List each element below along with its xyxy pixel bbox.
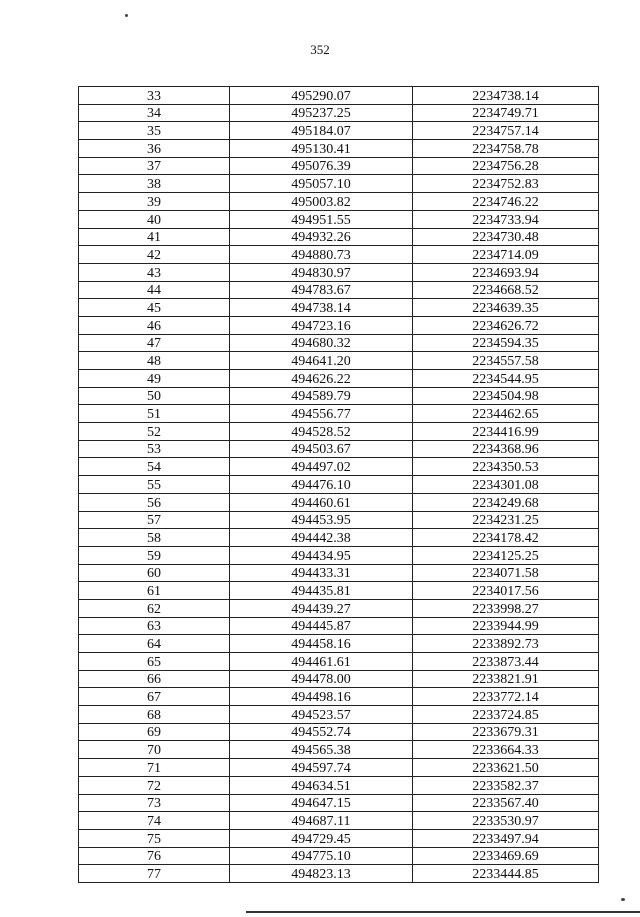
x-coordinate-cell: 494880.73 [230, 246, 413, 264]
point-number-cell: 62 [79, 599, 230, 617]
y-coordinate-cell: 2234557.58 [413, 352, 599, 370]
point-number-cell: 49 [79, 370, 230, 388]
table-row [79, 670, 599, 688]
table-row [79, 228, 599, 246]
table-row [79, 546, 599, 564]
table-row [79, 723, 599, 741]
y-coordinate-cell: 2233621.50 [413, 759, 599, 777]
point-number-cell: 43 [79, 263, 230, 281]
table-row [79, 210, 599, 228]
y-coordinate-cell: 2233892.73 [413, 635, 599, 653]
x-coordinate-cell: 495003.82 [230, 193, 413, 211]
x-coordinate-cell: 494823.13 [230, 865, 413, 883]
x-coordinate-cell: 494434.95 [230, 546, 413, 564]
y-coordinate-cell: 2233821.91 [413, 670, 599, 688]
table-row [79, 829, 599, 847]
x-coordinate-cell: 494498.16 [230, 688, 413, 706]
point-number-cell: 59 [79, 546, 230, 564]
y-coordinate-cell: 2233582.37 [413, 776, 599, 794]
y-coordinate-cell: 2233444.85 [413, 865, 599, 883]
point-number-cell: 67 [79, 688, 230, 706]
table-row [79, 440, 599, 458]
point-number-cell: 77 [79, 865, 230, 883]
x-coordinate-cell: 494458.16 [230, 635, 413, 653]
y-coordinate-cell: 2234746.22 [413, 193, 599, 211]
table-row [79, 653, 599, 671]
y-coordinate-cell: 2234714.09 [413, 246, 599, 264]
x-coordinate-cell: 494439.27 [230, 599, 413, 617]
table-row [79, 865, 599, 883]
x-coordinate-cell: 494445.87 [230, 617, 413, 635]
x-coordinate-cell: 494552.74 [230, 723, 413, 741]
y-coordinate-cell: 2234733.94 [413, 210, 599, 228]
y-coordinate-cell: 2234462.65 [413, 405, 599, 423]
table-row [79, 529, 599, 547]
point-number-cell: 64 [79, 635, 230, 653]
table-row [79, 847, 599, 865]
table-row [79, 193, 599, 211]
point-number-cell: 50 [79, 387, 230, 405]
table-row [79, 493, 599, 511]
y-coordinate-cell: 2234594.35 [413, 334, 599, 352]
point-number-cell: 46 [79, 316, 230, 334]
table-row [79, 299, 599, 317]
y-coordinate-cell: 2234249.68 [413, 493, 599, 511]
table-row [79, 87, 599, 105]
x-coordinate-cell: 494435.81 [230, 582, 413, 600]
table-row [79, 316, 599, 334]
point-number-cell: 48 [79, 352, 230, 370]
point-number-cell: 33 [79, 87, 230, 105]
table-row [79, 599, 599, 617]
x-coordinate-cell: 495184.07 [230, 122, 413, 140]
x-coordinate-cell: 495130.41 [230, 140, 413, 158]
point-number-cell: 44 [79, 281, 230, 299]
x-coordinate-cell: 494597.74 [230, 759, 413, 777]
table-row [79, 263, 599, 281]
table-row [79, 334, 599, 352]
point-number-cell: 42 [79, 246, 230, 264]
y-coordinate-cell: 2234368.96 [413, 440, 599, 458]
point-number-cell: 75 [79, 829, 230, 847]
point-number-cell: 71 [79, 759, 230, 777]
table-row [79, 776, 599, 794]
x-coordinate-cell: 494647.15 [230, 794, 413, 812]
point-number-cell: 60 [79, 564, 230, 582]
table-row [79, 794, 599, 812]
x-coordinate-cell: 494565.38 [230, 741, 413, 759]
y-coordinate-cell: 2234626.72 [413, 316, 599, 334]
scan-speck [621, 898, 625, 901]
point-number-cell: 39 [79, 193, 230, 211]
y-coordinate-cell: 2233873.44 [413, 653, 599, 671]
y-coordinate-cell: 2234544.95 [413, 370, 599, 388]
x-coordinate-cell: 494460.61 [230, 493, 413, 511]
point-number-cell: 41 [79, 228, 230, 246]
x-coordinate-cell: 494497.02 [230, 458, 413, 476]
x-coordinate-cell: 495076.39 [230, 157, 413, 175]
table-row [79, 387, 599, 405]
x-coordinate-cell: 495237.25 [230, 104, 413, 122]
y-coordinate-cell: 2233664.33 [413, 741, 599, 759]
x-coordinate-cell: 495057.10 [230, 175, 413, 193]
table-row [79, 246, 599, 264]
point-number-cell: 68 [79, 706, 230, 724]
point-number-cell: 57 [79, 511, 230, 529]
point-number-cell: 73 [79, 794, 230, 812]
table-row [79, 458, 599, 476]
point-number-cell: 58 [79, 529, 230, 547]
x-coordinate-cell: 494830.97 [230, 263, 413, 281]
y-coordinate-cell: 2234071.58 [413, 564, 599, 582]
y-coordinate-cell: 2233998.27 [413, 599, 599, 617]
x-coordinate-cell: 494641.20 [230, 352, 413, 370]
table-row [79, 582, 599, 600]
point-number-cell: 34 [79, 104, 230, 122]
point-number-cell: 66 [79, 670, 230, 688]
x-coordinate-cell: 494453.95 [230, 511, 413, 529]
point-number-cell: 51 [79, 405, 230, 423]
y-coordinate-cell: 2234757.14 [413, 122, 599, 140]
y-coordinate-cell: 2234639.35 [413, 299, 599, 317]
point-number-cell: 35 [79, 122, 230, 140]
x-coordinate-cell: 495290.07 [230, 87, 413, 105]
x-coordinate-cell: 494775.10 [230, 847, 413, 865]
x-coordinate-cell: 494556.77 [230, 405, 413, 423]
y-coordinate-cell: 2234301.08 [413, 476, 599, 494]
y-coordinate-cell: 2234756.28 [413, 157, 599, 175]
coordinate-table-body [79, 87, 599, 883]
x-coordinate-cell: 494680.32 [230, 334, 413, 352]
x-coordinate-cell: 494626.22 [230, 370, 413, 388]
y-coordinate-cell: 2233679.31 [413, 723, 599, 741]
x-coordinate-cell: 494783.67 [230, 281, 413, 299]
point-number-cell: 47 [79, 334, 230, 352]
scan-speck [125, 14, 128, 17]
y-coordinate-cell: 2234730.48 [413, 228, 599, 246]
y-coordinate-cell: 2233567.40 [413, 794, 599, 812]
point-number-cell: 52 [79, 423, 230, 441]
y-coordinate-cell: 2233530.97 [413, 812, 599, 830]
point-number-cell: 40 [79, 210, 230, 228]
point-number-cell: 36 [79, 140, 230, 158]
y-coordinate-cell: 2234350.53 [413, 458, 599, 476]
x-coordinate-cell: 494738.14 [230, 299, 413, 317]
table-row [79, 511, 599, 529]
x-coordinate-cell: 494932.26 [230, 228, 413, 246]
table-row [79, 405, 599, 423]
point-number-cell: 72 [79, 776, 230, 794]
y-coordinate-cell: 2234749.71 [413, 104, 599, 122]
table-row [79, 157, 599, 175]
table-row [79, 688, 599, 706]
point-number-cell: 65 [79, 653, 230, 671]
point-number-cell: 38 [79, 175, 230, 193]
table-row [79, 564, 599, 582]
table-row [79, 104, 599, 122]
table-row [79, 759, 599, 777]
x-coordinate-cell: 494951.55 [230, 210, 413, 228]
table-row [79, 617, 599, 635]
table-row [79, 352, 599, 370]
point-number-cell: 70 [79, 741, 230, 759]
y-coordinate-cell: 2233772.14 [413, 688, 599, 706]
x-coordinate-cell: 494723.16 [230, 316, 413, 334]
table-row [79, 140, 599, 158]
table-row [79, 706, 599, 724]
point-number-cell: 69 [79, 723, 230, 741]
point-number-cell: 74 [79, 812, 230, 830]
table-row [79, 476, 599, 494]
x-coordinate-cell: 494461.61 [230, 653, 413, 671]
x-coordinate-cell: 494503.67 [230, 440, 413, 458]
point-number-cell: 76 [79, 847, 230, 865]
y-coordinate-cell: 2234125.25 [413, 546, 599, 564]
y-coordinate-cell: 2233944.99 [413, 617, 599, 635]
y-coordinate-cell: 2234738.14 [413, 87, 599, 105]
x-coordinate-cell: 494729.45 [230, 829, 413, 847]
coordinate-table [78, 86, 599, 883]
y-coordinate-cell: 2234504.98 [413, 387, 599, 405]
table-row [79, 812, 599, 830]
point-number-cell: 56 [79, 493, 230, 511]
table-row [79, 370, 599, 388]
point-number-cell: 61 [79, 582, 230, 600]
point-number-cell: 55 [79, 476, 230, 494]
x-coordinate-cell: 494589.79 [230, 387, 413, 405]
y-coordinate-cell: 2234231.25 [413, 511, 599, 529]
table-row [79, 423, 599, 441]
point-number-cell: 53 [79, 440, 230, 458]
y-coordinate-cell: 2234017.56 [413, 582, 599, 600]
x-coordinate-cell: 494523.57 [230, 706, 413, 724]
y-coordinate-cell: 2234752.83 [413, 175, 599, 193]
x-coordinate-cell: 494478.00 [230, 670, 413, 688]
point-number-cell: 37 [79, 157, 230, 175]
table-row [79, 281, 599, 299]
table-row [79, 175, 599, 193]
x-coordinate-cell: 494433.31 [230, 564, 413, 582]
y-coordinate-cell: 2234693.94 [413, 263, 599, 281]
y-coordinate-cell: 2234758.78 [413, 140, 599, 158]
point-number-cell: 45 [79, 299, 230, 317]
x-coordinate-cell: 494476.10 [230, 476, 413, 494]
page-number: 352 [310, 42, 330, 57]
point-number-cell: 54 [79, 458, 230, 476]
y-coordinate-cell: 2234668.52 [413, 281, 599, 299]
y-coordinate-cell: 2234178.42 [413, 529, 599, 547]
x-coordinate-cell: 494687.11 [230, 812, 413, 830]
x-coordinate-cell: 494528.52 [230, 423, 413, 441]
x-coordinate-cell: 494442.38 [230, 529, 413, 547]
table-row [79, 122, 599, 140]
bottom-scan-edge [246, 911, 640, 913]
y-coordinate-cell: 2234416.99 [413, 423, 599, 441]
y-coordinate-cell: 2233469.69 [413, 847, 599, 865]
table-row [79, 741, 599, 759]
table-row [79, 635, 599, 653]
y-coordinate-cell: 2233497.94 [413, 829, 599, 847]
point-number-cell: 63 [79, 617, 230, 635]
y-coordinate-cell: 2233724.85 [413, 706, 599, 724]
x-coordinate-cell: 494634.51 [230, 776, 413, 794]
